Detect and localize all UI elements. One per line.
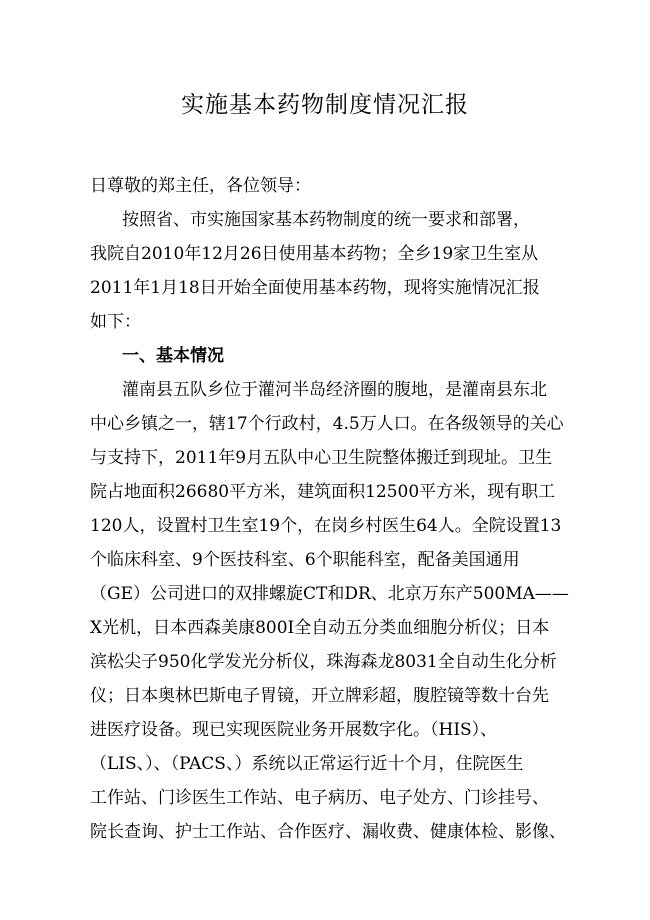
paragraph-line: 灌南县五队乡位于灌河半岛经济圈的腹地，是灌南县东北	[122, 380, 547, 400]
paragraph-line: X光机，日本西森美康800I全自动五分类血细胞分析仪；日本	[90, 618, 550, 638]
paragraph-line: 中心乡镇之一，辖17个行政村，4.5万人口。在各级领导的关心	[90, 414, 564, 434]
paragraph-line: 滨松尖子950化学发光分析仪，珠海森龙8031全自动生化分析	[90, 652, 557, 672]
paragraph-line: 如下：	[90, 312, 141, 332]
paragraph-line: （GE）公司进口的双排螺旋CT和DR、北京万东产500MA——	[90, 584, 569, 604]
paragraph-line: 院占地面积26680平方米，建筑面积12500平方米，现有职工	[90, 482, 556, 502]
paragraph-line: 我院自2010年12月26日使用基本药物；全乡19家卫生室从	[90, 244, 539, 264]
paragraph-line: 120人，设置村卫生室19个，在岗乡村医生64人。全院设置13	[90, 516, 562, 536]
section-heading: 一、基本情况	[122, 346, 224, 366]
paragraph-line: 进医疗设备。现已实现医院业务开展数字化。（HIS）、	[90, 720, 498, 740]
paragraph-line: 2011年1月18日开始全面使用基本药物，现将实施情况汇报	[90, 278, 540, 298]
paragraph-line: （LIS、）、（PACS、）系统以正常运行近十个月，住院医生	[90, 754, 524, 774]
paragraph-line: 院长查询、护士工作站、合作医疗、漏收费、健康体检、影像、	[90, 822, 566, 842]
greeting-line: 日尊敬的郑主任，各位领导：	[90, 176, 311, 196]
paragraph-line: 个临床科室、9个医技科室、6个职能科室，配备美国通用	[90, 550, 520, 570]
paragraph-line: 仪；日本奥林巴斯电子胃镜，开立牌彩超，腹腔镜等数十台先	[90, 686, 549, 706]
paragraph-line: 与支持下，2011年9月五队中心卫生院整体搬迁到现址。卫生	[90, 448, 553, 468]
paragraph-line: 按照省、市实施国家基本药物制度的统一要求和部署，	[122, 210, 530, 230]
paragraph-line: 工作站、门诊医生工作站、电子病历、电子处方、门诊挂号、	[90, 788, 549, 808]
document-title: 实施基本药物制度情况汇报	[181, 92, 469, 118]
